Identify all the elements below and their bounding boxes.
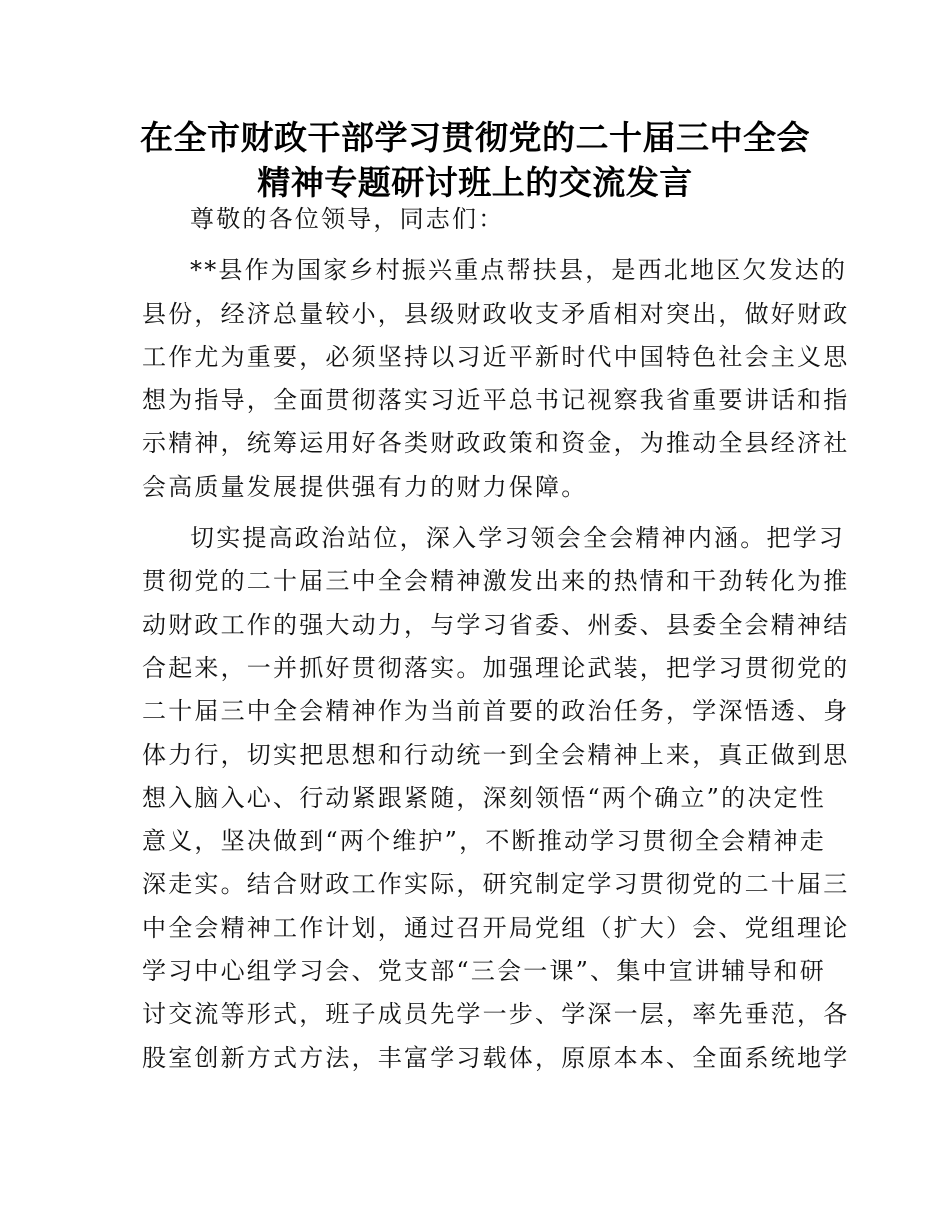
paragraph-line: 想入脑入心、行动紧跟紧随，深刻领悟“两个确立”的决定性	[142, 783, 826, 812]
paragraph-line: 体力行，切实把思想和行动统一到全会精神上来，真正做到思	[142, 740, 850, 769]
salutation: 尊敬的各位领导，同志们：	[190, 205, 505, 233]
paragraph-line: 讨交流等形式，班子成员先学一步、学深一层，率先垂范，各	[142, 1000, 850, 1029]
document-body	[142, 190, 850, 1080]
paragraph-line: 深走实。结合财政工作实际，研究制定学习贯彻党的二十届三	[142, 870, 850, 899]
paragraph-line: 工作尤为重要，必须坚持以习近平新时代中国特色社会主义思	[142, 342, 850, 371]
paragraph-line: 示精神，统筹运用好各类财政政策和资金，为推动全县经济社	[142, 429, 850, 458]
document-title-line-2: 精神专题研讨班上的交流发言	[257, 163, 693, 202]
document-title-line-1: 在全市财政干部学习贯彻党的二十届三中全会	[140, 118, 810, 157]
paragraph-line: **县作为国家乡村振兴重点帮扶县，是西北地区欠发达的	[190, 256, 848, 285]
paragraph-1	[142, 249, 850, 509]
paragraph-line: 会高质量发展提供强有力的财力保障。	[142, 472, 588, 501]
paragraph-line: 切实提高政治站位，深入学习领会全会精神内涵。把学习	[190, 524, 845, 553]
paragraph-line: 贯彻党的二十届三中全会精神激发出来的热情和干劲转化为推	[142, 567, 850, 596]
paragraph-line: 县份，经济总量较小，县级财政收支矛盾相对突出，做好财政	[142, 299, 850, 328]
paragraph-line: 二十届三中全会精神作为当前首要的政治任务，学深悟透、身	[142, 697, 850, 726]
paragraph-line: 股室创新方式方法，丰富学习载体，原原本本、全面系统地学	[142, 1043, 850, 1072]
paragraph-line: 想为指导，全面贯彻落实习近平总书记视察我省重要讲话和指	[142, 386, 850, 415]
paragraph-line: 意义，坚决做到“两个维护”，不断推动学习贯彻全会精神走	[142, 827, 826, 856]
paragraph-line: 合起来，一并抓好贯彻落实。加强理论武装，把学习贯彻党的	[142, 653, 850, 682]
paragraph-line: 动财政工作的强大动力，与学习省委、州委、县委全会精神结	[142, 610, 850, 639]
paragraph-line: 学习中心组学习会、党支部“三会一课”、集中宣讲辅导和研	[142, 957, 826, 986]
paragraph-2	[142, 517, 850, 1080]
paragraph-line: 中全会精神工作计划，通过召开局党组（扩大）会、党组理论	[142, 913, 850, 942]
paragraph-spacer	[142, 509, 810, 517]
